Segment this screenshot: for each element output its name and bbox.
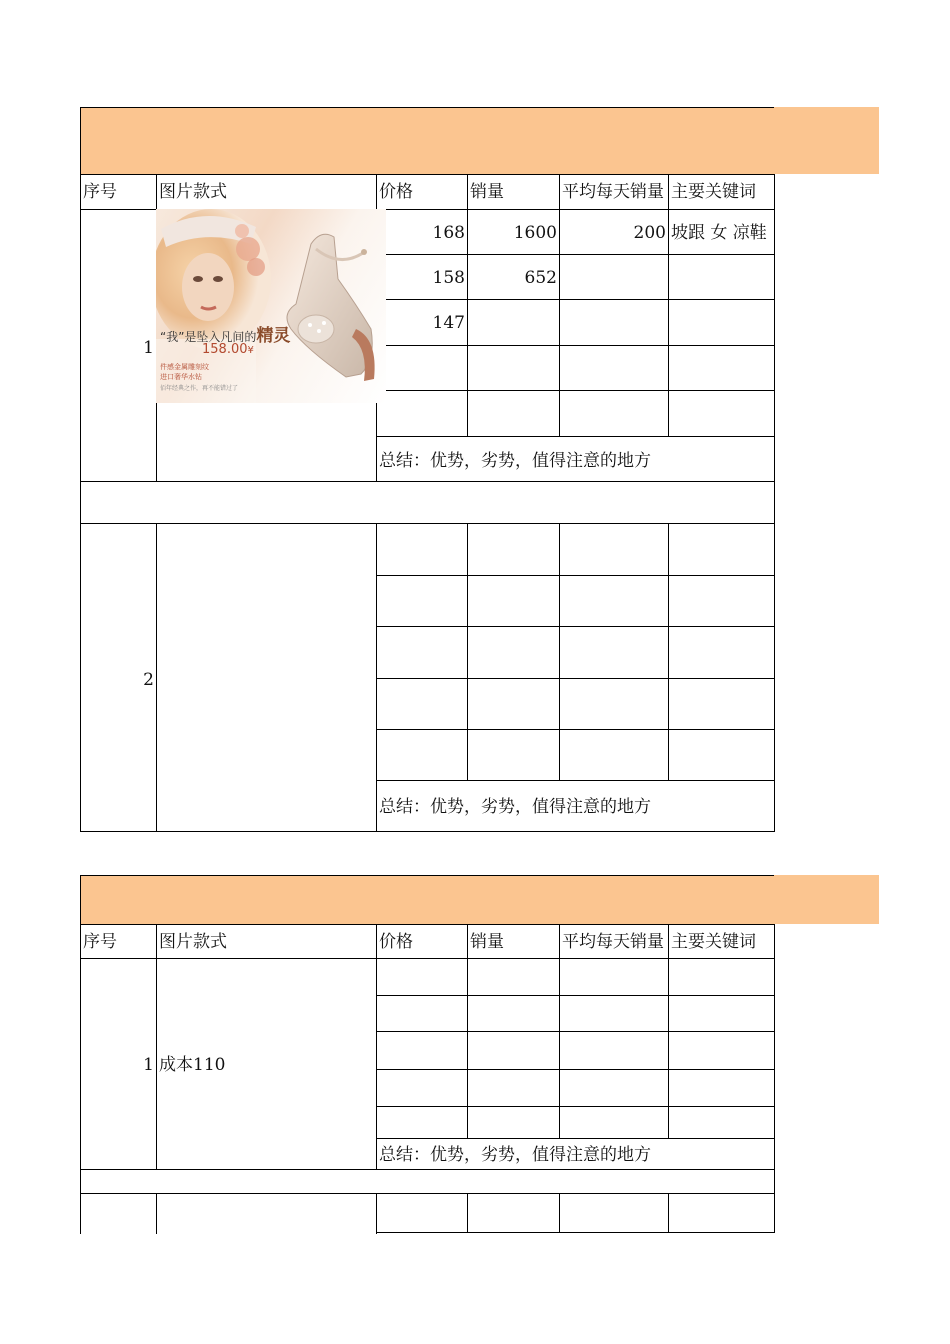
t1-v-sales (559, 174, 560, 437)
t2-r1-summary: 总结：优势，劣势，值得注意的地方 (379, 1145, 651, 1165)
t2-header-daily-avg: 平均每天销量 (562, 932, 664, 952)
t1-r1-line3 (376, 345, 774, 346)
t1-r2-v-image (376, 523, 377, 832)
t1-r1-bottom (80, 481, 774, 482)
image-promo-line-1: 件感金属雕刻纹 (160, 363, 209, 371)
t2-header-sales: 销量 (470, 932, 504, 952)
image-tagline-quote: “我”是坠入凡间的 (160, 330, 257, 344)
t2-v-price (467, 924, 468, 1139)
t1-r2-line3 (376, 678, 774, 679)
t1-r1-daily-avg: 200 (633, 223, 666, 243)
t1-header-keywords: 主要关键词 (671, 182, 756, 202)
t2-v-image (376, 924, 377, 1170)
t2-r1-line3 (376, 1069, 774, 1070)
t2-header-index: 序号 (83, 932, 117, 952)
t2-r2-v-index (156, 1193, 157, 1234)
t1-r1-price-3: 147 (432, 313, 465, 333)
t1-right-border (774, 174, 775, 482)
t2-r1-line2 (376, 1031, 774, 1032)
t2-r1-line5 (376, 1138, 774, 1139)
t1-r2-index: 2 (143, 670, 154, 690)
t2-r2-v-image (376, 1193, 377, 1234)
t1-r2-right-border (774, 523, 775, 832)
t2-v-daily (668, 924, 669, 1139)
t1-v-daily (668, 174, 669, 437)
t1-left-border (80, 107, 81, 832)
t2-header-keywords: 主要关键词 (671, 932, 756, 952)
t1-bottom-border (80, 831, 774, 832)
image-promo-line-3: 佰年经典之作，再不能错过了 (160, 385, 239, 392)
t1-header-sales: 销量 (470, 182, 504, 202)
t2-r1-index: 1 (143, 1055, 154, 1075)
t2-header-image: 图片款式 (159, 932, 227, 952)
image-price-value: 158.00 (202, 342, 248, 357)
t2-r2-line1 (376, 1232, 774, 1233)
t2-header-price: 价格 (379, 932, 413, 952)
t1-r1-sales-1: 1600 (513, 223, 557, 243)
t2-v-index (156, 924, 157, 1170)
t1-v-price (467, 174, 468, 437)
t1-r2-line5 (376, 780, 774, 781)
t2-r2-right-border (774, 1193, 775, 1233)
t1-r2-v-price (467, 523, 468, 781)
t1-r2-v-sales (559, 523, 560, 781)
t2-spacer-right (774, 1169, 775, 1194)
t2-r1-line1 (376, 995, 774, 996)
t2-top-border (80, 875, 774, 876)
t2-header-bottom (80, 958, 774, 959)
t1-header-index: 序号 (83, 182, 117, 202)
t2-left-border (80, 875, 81, 1234)
table2-title-band (80, 875, 879, 924)
t1-r1-line1 (376, 254, 774, 255)
t2-right-border (774, 924, 775, 1170)
t2-r1-style-text: 成本110 (159, 1055, 226, 1075)
t1-r1-summary: 总结：优势，劣势，值得注意的地方 (379, 451, 651, 471)
image-promo-line-2: 进口奢华水钻 (160, 373, 202, 381)
t2-v-sales (559, 924, 560, 1139)
t1-header-price: 价格 (379, 182, 413, 202)
image-price-currency: ¥ (247, 345, 254, 356)
t1-r2-summary: 总结：优势，劣势，值得注意的地方 (379, 797, 651, 817)
t1-r2-v-index (156, 523, 157, 832)
product-image-sandal (156, 209, 386, 403)
t1-r2-line4 (376, 729, 774, 730)
t2-spacer-bottom (80, 1193, 774, 1194)
t2-r2-v-sales (559, 1193, 560, 1233)
t2-r2-v-daily (668, 1193, 669, 1233)
t1-top-border (80, 107, 774, 108)
table1-title-band (80, 107, 879, 174)
t1-r1-keywords: 坡跟 女 凉鞋 (671, 223, 767, 243)
t1-r1-line4 (376, 390, 774, 391)
t1-r2-line2 (376, 626, 774, 627)
t1-header-daily-avg: 平均每天销量 (562, 182, 664, 202)
t2-r1-line4 (376, 1106, 774, 1107)
t1-r2-line1 (376, 575, 774, 576)
t1-r1-price-2: 158 (432, 268, 465, 288)
t1-r2-v-daily (668, 523, 669, 781)
image-tagline-emph: 精灵 (256, 326, 291, 346)
t1-r1-price-1: 168 (432, 223, 465, 243)
t1-spacer-bottom (80, 523, 774, 524)
t1-header-top (80, 174, 774, 175)
t1-spacer-right (774, 481, 775, 524)
t1-header-image: 图片款式 (159, 182, 227, 202)
t1-r1-sales-2: 652 (524, 268, 557, 288)
image-price (202, 342, 254, 357)
t1-r1-line2 (376, 299, 774, 300)
t2-r1-bottom (80, 1169, 774, 1170)
t1-r1-index: 1 (143, 338, 154, 358)
t1-r1-line5 (376, 436, 774, 437)
t2-r2-v-price (467, 1193, 468, 1233)
t2-header-top (80, 924, 774, 925)
